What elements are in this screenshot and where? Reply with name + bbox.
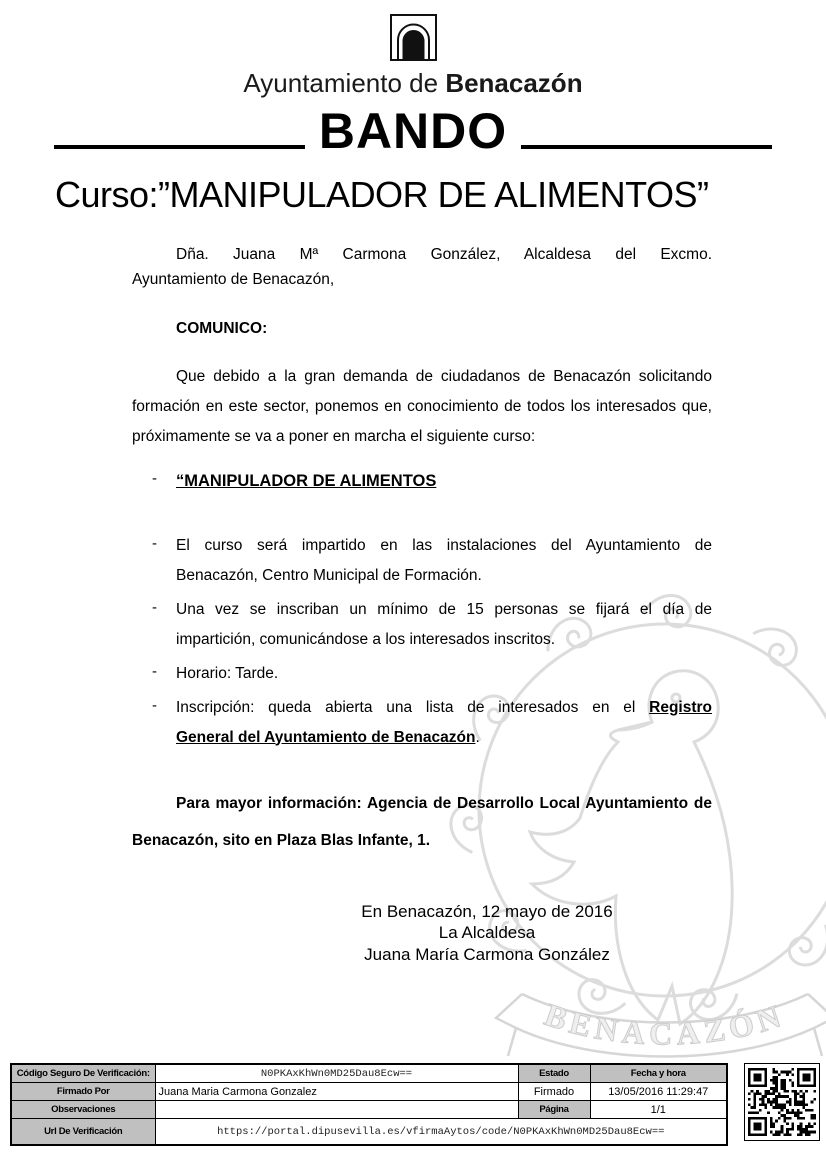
org-name-bold: Benacazón [445,68,583,98]
firmado-por-value: Juana Maria Carmona Gonzalez [155,1083,518,1101]
schedule-text: Horario: Tarde. [176,664,279,682]
demand-paragraph [132,362,712,452]
dash-bullet: - [152,534,157,552]
list-item-registration [152,693,712,753]
list-item-course-title [152,466,712,497]
intro-line-1: Dña. Juana Mª Carmona González, Alcaldesa del Excmo. [176,245,712,263]
estado-value: Firmado [518,1083,590,1101]
table-row-csv [11,1064,727,1083]
signature-role: La Alcaldesa [438,923,536,942]
pagina-label: Página [518,1101,590,1119]
minimum-line-2: impartición, comunicándose a los interesados inscritos. [176,630,556,648]
fecha-label: Fecha y hora [590,1064,727,1083]
dash-bullet: - [152,696,157,714]
comunico-heading: COMUNICO: [176,319,268,337]
registration-line-2 [176,723,712,753]
intro-paragraph [132,242,712,292]
arch-icon [390,14,437,61]
url-value: https://portal.dipusevilla.es/vfirmaAytos/code/N0PKAxKhWn0MD25Dau8Ecw== [155,1119,727,1146]
info-line-1: Para mayor información: Agencia de Desarrollo Local Ayuntamiento de [176,794,712,812]
organization-name [0,68,826,99]
demand-line-2: formación en este sector, ponemos en conocimiento de todos los interesados que, [132,397,712,415]
title-rule-right [521,145,772,149]
fecha-value: 13/05/2016 11:29:47 [590,1083,727,1101]
pagina-value: 1/1 [590,1101,727,1119]
table-row-observaciones [11,1101,727,1119]
title-rule-left [54,145,305,149]
intro-line-2: Ayuntamiento de Benacazón, [132,270,335,288]
verification-table [10,1063,728,1146]
url-label: Url De Verificación [11,1119,155,1146]
org-name-prefix: Ayuntamiento de [243,68,439,98]
dash-bullet: - [152,598,157,616]
course-subtitle: Curso:”MANIPULADOR DE ALIMENTOS” [55,173,709,215]
firmado-por-label: Firmado Por [11,1083,155,1101]
page-title: BANDO [318,103,508,159]
info-line-2: Benacazón, sito en Plaza Blas Infante, 1. [132,831,431,849]
csv-label: Código Seguro De Verificación: [11,1064,155,1083]
dash-bullet: - [152,662,157,680]
observaciones-value [155,1101,518,1119]
signature-name: Juana María Carmona González [364,944,610,964]
signature-place-date: En Benacazón, 12 mayo de 2016 [361,901,613,921]
location-line-1: El curso será impartido en las instalaciones del Ayuntamiento de [176,536,712,554]
list-item-location [152,531,712,591]
table-row-url [11,1119,727,1146]
table-row-firmado [11,1083,727,1101]
list-item-minimum [152,595,712,655]
watermark-banner [496,994,826,1057]
demand-line-1: Que debido a la gran demanda de ciudadanos de Benacazón solicitando [176,367,712,385]
document-header [0,0,826,99]
registration-period: . [475,728,480,746]
location-line-2: Benacazón, Centro Municipal de Formación. [176,566,482,584]
qr-code-pattern [748,1067,816,1137]
registro-general-bold: General del Ayuntamiento de Benacazón [176,728,476,746]
list-item-schedule [152,659,712,689]
signature-block [197,901,777,966]
observaciones-label: Observaciones [11,1101,155,1119]
demand-line-3: próximamente se va a poner en marcha el siguiente curso: [132,427,536,445]
registration-text: Inscripción: queda abierta una lista de interesados en el [176,698,636,716]
registro-bold: Registro [649,698,712,716]
svg-text:BENACAZÓN: BENACAZÓN [540,996,790,1052]
course-details-list [132,466,712,753]
town-hall-logo [390,14,437,61]
minimum-line-1: Una vez se inscriban un mínimo de 15 personas se fijará el día de [176,600,712,618]
course-title-text: “MANIPULADOR DE ALIMENTOS [176,471,437,490]
qr-code [744,1063,820,1141]
info-paragraph [132,785,712,859]
dash-bullet: - [152,469,157,487]
registration-line-1 [176,693,712,723]
csv-value: N0PKAxKhWn0MD25Dau8Ecw== [155,1064,518,1083]
document-body [132,242,712,966]
estado-label: Estado [518,1064,590,1083]
bando-title-row [54,105,772,158]
